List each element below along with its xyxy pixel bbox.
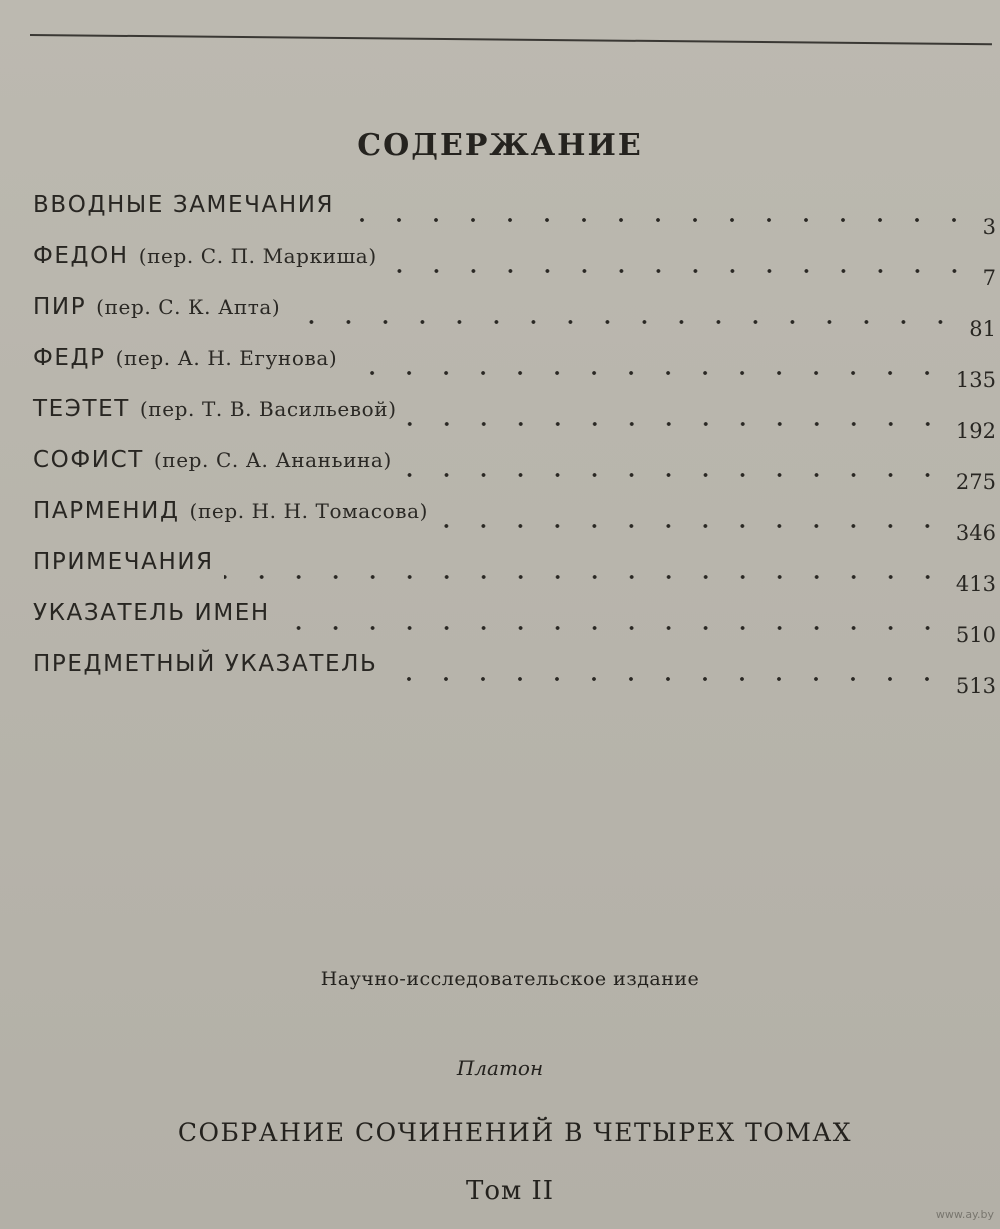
toc-row-phaedo — [33, 243, 996, 290]
edition-type: Научно-исследовательское издание — [320, 968, 700, 990]
toc-entry-page: 81 — [969, 317, 996, 341]
dot-leader — [402, 473, 946, 477]
watermark: www.ay.by — [935, 1208, 994, 1221]
dot-leader — [347, 371, 946, 375]
toc-entry-page: 192 — [955, 419, 996, 443]
toc-entry-page: 346 — [955, 521, 996, 545]
dot-leader — [344, 218, 973, 222]
dot-leader — [387, 269, 973, 273]
toc-entry-translator: (пер. Н. Н. Томасова) — [189, 499, 429, 523]
dot-leader — [224, 575, 946, 579]
dot-leader — [290, 320, 959, 324]
toc-entry-translator: (пер. С. П. Маркиша) — [138, 244, 377, 268]
toc-entry-title: ВВОДНЫЕ ЗАМЕЧАНИЯ — [33, 192, 335, 218]
toc-entry-page: 7 — [982, 266, 996, 290]
toc-row-introduction — [33, 192, 996, 239]
dot-leader — [438, 524, 946, 528]
toc-entry-title: ФЕДОН — [33, 243, 129, 269]
toc-entry-title: СОФИСТ — [33, 447, 144, 473]
author-name: Платон — [456, 1056, 544, 1080]
toc-row-name-index — [33, 600, 996, 647]
toc-row-symposium — [33, 294, 996, 341]
toc-entry-page: 413 — [955, 572, 996, 596]
toc-entry-page: 135 — [955, 368, 996, 392]
toc-entry-translator: (пер. С. К. Апта) — [96, 295, 281, 319]
toc-entry-title: ПРИМЕЧАНИЯ — [33, 549, 214, 575]
dot-leader — [407, 422, 946, 426]
toc-entry-title: УКАЗАТЕЛЬ ИМЕН — [33, 600, 270, 626]
toc-entry-title: ПИР — [33, 294, 87, 320]
toc-row-parmenides — [33, 498, 996, 545]
top-rule — [30, 34, 992, 45]
volume-number: Том II — [465, 1176, 555, 1206]
dot-leader — [387, 677, 945, 681]
toc-row-theaetetus — [33, 396, 996, 443]
toc-entry-title: ПАРМЕНИД — [33, 498, 180, 524]
dot-leader — [280, 626, 946, 630]
toc-entry-title: ТЕЭТЕТ — [33, 396, 130, 422]
toc-row-phaedrus — [33, 345, 996, 392]
series-title: СОБРАНИЕ СОЧИНЕНИЙ В ЧЕТЫРЕХ ТОМАХ — [177, 1118, 853, 1147]
toc-entry-translator: (пер. А. Н. Егунова) — [115, 346, 338, 370]
toc-row-subject-index — [33, 651, 996, 698]
toc-entry-page: 510 — [955, 623, 996, 647]
toc-entry-page: 513 — [955, 674, 996, 698]
toc-entry-title: ПРЕДМЕТНЫЙ УКАЗАТЕЛЬ — [33, 651, 378, 677]
toc-entry-translator: (пер. С. А. Ананьина) — [153, 448, 392, 472]
toc-entry-page: 275 — [955, 470, 996, 494]
toc-entry-translator: (пер. Т. В. Васильевой) — [139, 397, 397, 421]
toc-row-sophist — [33, 447, 996, 494]
toc-entry-title: ФЕДР — [33, 345, 106, 371]
toc-entry-page: 3 — [982, 215, 996, 239]
contents-title: СОДЕРЖАНИЕ — [357, 128, 643, 163]
toc-row-notes — [33, 549, 996, 596]
